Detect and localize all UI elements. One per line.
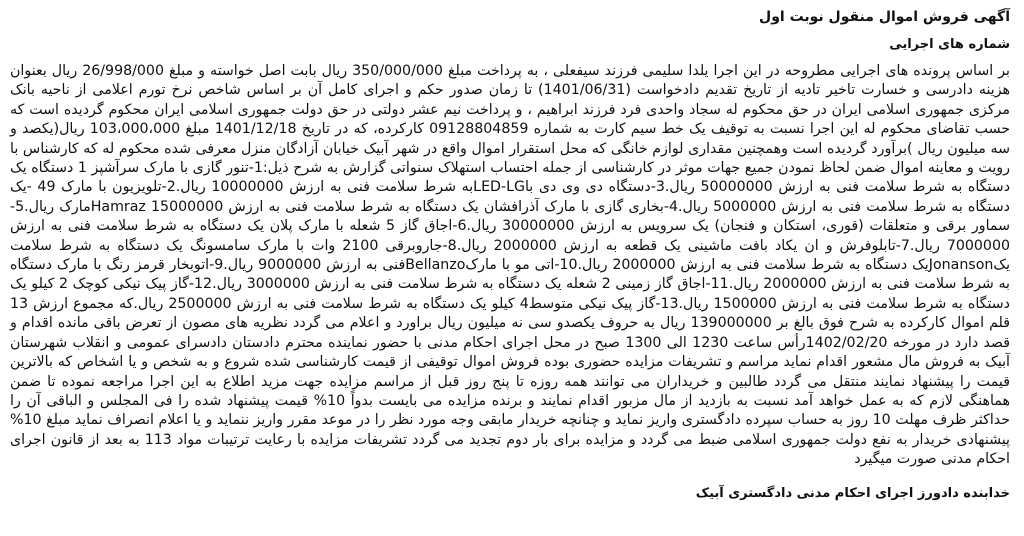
notice-body: بر اساس پرونده های اجرایی مطروحه در این اجرا یلدا سلیمی فرزند سیفعلی ، به پرداخت مبلغ 350/000/000 ریال بابت اصل خواسته و مبلغ 26/998/000 ریال بعنوان هزینه دادرسی و خسارت تاخیر تادیه از تاریخ تقدیم دادخواست (1401/06/31) تا زمان صدور حکم و اجرای کامل آن بر اساس شاخص نرخ تورم اعلامی از ناحیه بانک مرکزی جمهوری اسلامی ایران در حق محکوم له سجاد واحدی فرد فرزند ابراهیم ، و پرداخت نیم عشر دولتی در حق دولت جمهوری اسلامی ایران محکوم گردیده است که حسب تقاضای محکوم له این اجرا نسبت به توقیف یک خط سیم کارت به شماره 09128804859 کارکرده، که در تاریخ 1401/12/18 مبلغ 103،000،000 ریال(یکصد و سه میلیون ریال )برآورد گردیده است وهمچنین مقداری لوازم خانگی که محل استقرار اموال واقع در شهر آبیک خیابان آزادگان منزل معرفی شده محکوم له که کارشناس با رویت و معاینه اموال ضمن لحاظ نمودن جمیع جهات موثر در کارشناسی از جمله احتساب استهلاک سنواتی گزارش به شرح ذیل:1-تنور گازی با مارک سرآشپز 1 دستگاه یک دستگاه به شرط سلامت فنی به ارزش 50000000 ریال.3-دستگاه دی وی دی باLED-LGبه شرط سلامت فنی به ارزش 10000000 ریال.2-تلویزیون با مارک 49 -یک دستگاه به شرط سلامت فنی به ارزش 5000000 ریال.4-بخاری گازی با مارک آذرافشان یک دستگاه به شرط سلامت فنی به ارزش Hamraz 15000000مارک ریال.5-سماور برقی و متعلقات (قوری، استکان و فنجان) یک سرویس به ارزش 30000000 ریال.6-اجاق گاز 5 شعله با مارک پلان یک دستگاه به شرط سلامت فنی به ارزش 7000000 ریال.7-تابلوفرش و ان یکاد بافت ماشینی یک قطعه به ارزش 2000000 ریال.8-جاروبرقی 2100 وات با مارک سامسونگ یک دستگاه به شرط سلامت یکJonansonیک دستگاه به شرط سلامت فنی به ارزش 2000000 ریال.10-اتی مو با مارکBellanzoفنی به ارزش 9000000 ریال.9-اتوبخار قرمز رنگ با مارک دستگاه به شرط سلامت فنی به ارزش 2000000 ریال.11-اجاق گاز زمینی 2 شعله یک دستگاه به شرط سلامت فنی به ارزش 3000000 ریال.12-گاز پیک نیکی کوچک 2 کیلو یک دستگاه به شرط سلامت فنی به ارزش 1500000 ریال.13-گاز پیک نیکی متوسط4 کیلو یک دستگاه به شرط سلامت فنی به ارزش 2500000 ریال.که مجموع ارزش 13 قلم اموال کارکرده به شرح فوق بالغ بر 139000000 ریال به حروف یکصدو سی نه میلیون ریال براورد و اعلام می گردد نظریه های مصون از تعرض باقی مانده اقدام و قصد دارد در مورخه 1402/02/20رأس ساعت 1230 الی 1300 صبح در محل اجرای احکام مدنی با حضور نماینده محترم دادستان دادسرای عمومی و انقلاب شهرستان آبیک به فروش مال مشعور اقدام نماید مراسم و تشریفات مزایده حضوری بوده فروش اموال توقیفی از قیمت کارشناسی شده شروع و به شخص و یا اشخاص که بالاترین قیمت را پیشنهاد نمایند منتقل می گردد طالبین و خریداران می توانند همه روزه تا پنج روز قبل از مراسم مزایده جهت مزید اطلاع به این اجرا مراجعه نموده تا ضمن هماهنگی لازم که به عمل خواهد آمد نسبت به بازدید از مال مزبور اقدام نمایند و برنده مزایده می بایست بدواً 10% قیمت پیشنهاد شده را فی المجلس و الباقی آن را حداکثر ظرف مهلت 10 روز به حساب سپرده دادگستری واریز نماید و چنانچه خریدار مابقی وجه مورد نظر را در موعد مقرر واریز ننماید و یا اعلام انصراف نماید مبلغ 10% پیشنهادی خریدار به نفع دولت جمهوری اسلامی ضبط می گردد و مزایده برای بار دوم تجدید می گردد تشریفات مزایده با رعایت ترتیبات مواد 113 به بعد از قانون اجرای احکام مدنی صورت میگیرد <box>10 63 1011 468</box>
notice-title: آگهی فروش اموال منقول نوبت اول <box>759 9 1010 25</box>
notice-subtitle: شماره های اجرایی <box>889 37 1010 52</box>
notice-signature: خدابنده دادورز اجرای احکام مدنی دادگستری آبیک <box>695 485 1010 501</box>
